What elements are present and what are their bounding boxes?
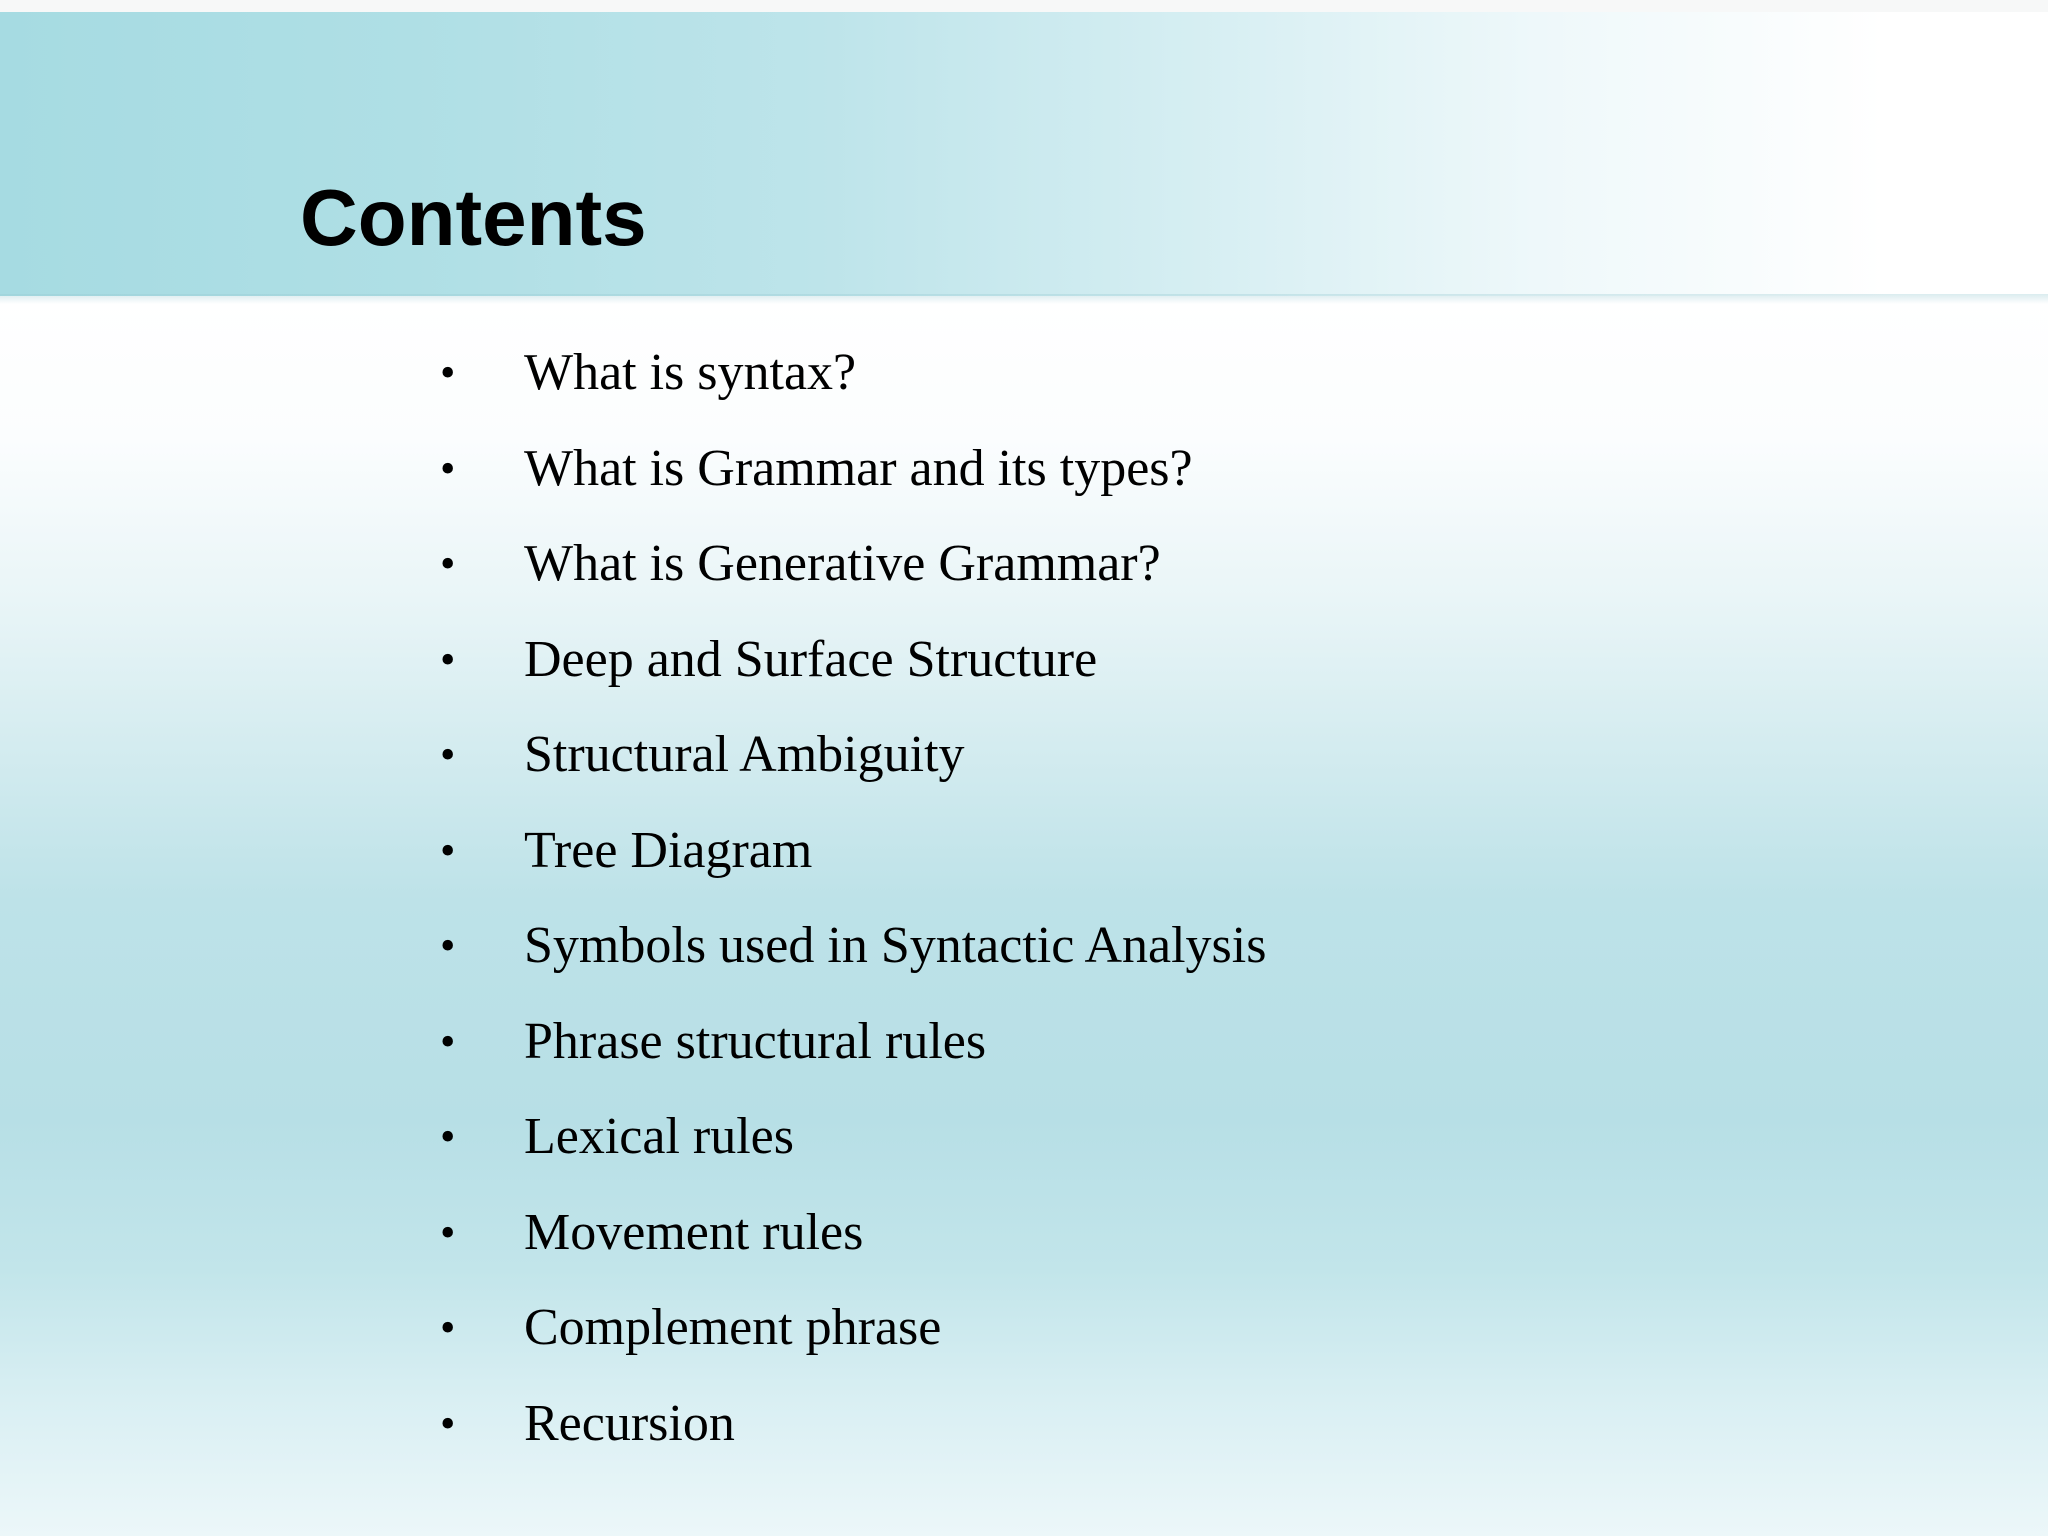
list-item-text: Recursion — [524, 1394, 735, 1452]
list-item-text: Deep and Surface Structure — [524, 630, 1098, 688]
list-item-text: Movement rules — [524, 1203, 864, 1261]
list-item — [440, 994, 1266, 1090]
list-item-text: What is Generative Grammar? — [524, 535, 1161, 593]
header-shadow — [0, 294, 2048, 304]
list-item-text: Lexical rules — [524, 1108, 794, 1166]
list-item-text: Phrase structural rules — [524, 1012, 987, 1070]
list-item — [440, 1089, 1266, 1185]
list-item-text: Complement phrase — [524, 1299, 942, 1357]
list-item — [440, 707, 1266, 803]
slide-title: Contents — [300, 173, 647, 262]
bullet-icon: • — [440, 1207, 456, 1257]
list-item-text: Symbols used in Syntactic Analysis — [524, 917, 1267, 975]
bullet-icon: • — [440, 1016, 456, 1066]
bullet-icon: • — [440, 443, 456, 493]
list-item-text: Tree Diagram — [524, 821, 813, 879]
list-item-text: Structural Ambiguity — [524, 726, 965, 784]
bullet-icon: • — [440, 921, 456, 971]
top-strip — [0, 0, 2048, 12]
list-item — [440, 421, 1266, 517]
bullet-icon: • — [440, 1112, 456, 1162]
bullet-icon: • — [440, 825, 456, 875]
list-item — [440, 1280, 1266, 1376]
bullet-icon: • — [440, 348, 456, 398]
list-item — [440, 516, 1266, 612]
bullet-icon: • — [440, 730, 456, 780]
list-item — [440, 1185, 1266, 1281]
contents-list — [440, 325, 1266, 1471]
bullet-icon: • — [440, 1398, 456, 1448]
list-item-text: What is Grammar and its types? — [524, 439, 1193, 497]
list-item-text: What is syntax? — [524, 344, 857, 402]
bullet-icon: • — [440, 1303, 456, 1353]
list-item — [440, 1376, 1266, 1472]
list-item — [440, 898, 1266, 994]
bullet-icon: • — [440, 634, 456, 684]
list-item — [440, 803, 1266, 899]
bullet-icon: • — [440, 539, 456, 589]
list-item — [440, 612, 1266, 708]
list-item — [440, 325, 1266, 421]
